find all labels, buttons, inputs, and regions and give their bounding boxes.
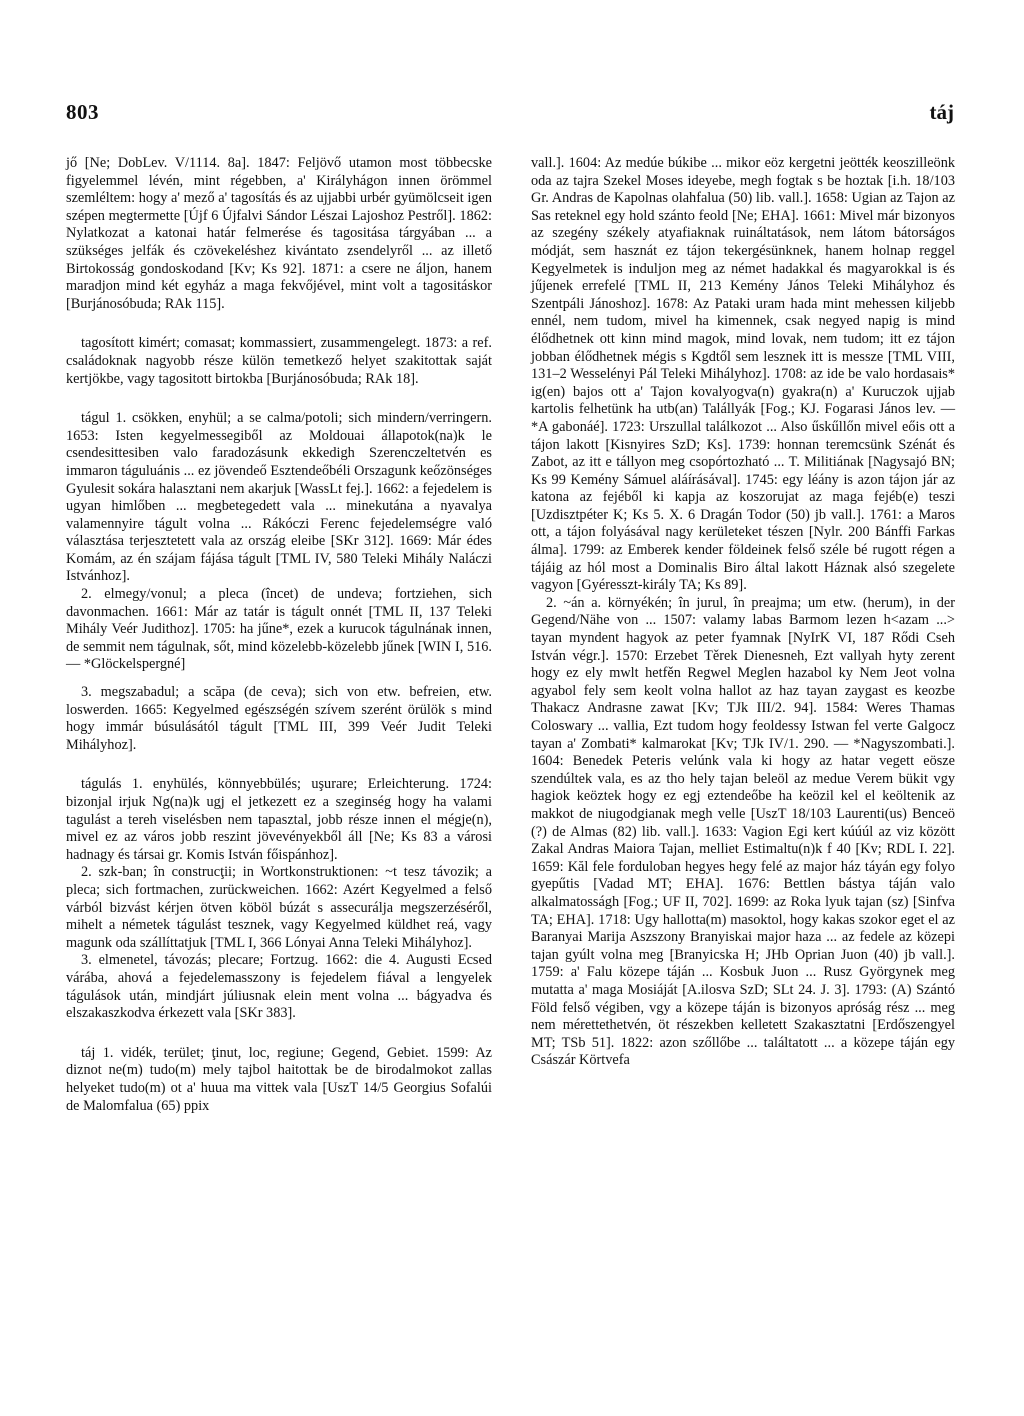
page-number: 803 [66,100,99,124]
sense-3: 3. elmenetel, távozás; plecare; Fortzug. 1662: die 4. Augusti Ecsed várába, ahová a fejedelemasszony is fejedelem fiával a lengyelek tágulások után, mindjárt júliusnak elein ment volna ... bágyadva és elszakaszkodva érkezett vala [SKr 383]. [66,952,492,1022]
entry-taj: táj 1. vidék, terület; ţinut, loc, regiune; Gegend, Gebiet. 1599: Az diznot ne(m) tudo(m) mely tajbol haitottak be de birodalmokot zallas helyeket tudo(m) ot a' huua ma vittek vala [UszT 14/5 Georgius Sofalúi de Malomfalua (65) ppix [66,1044,492,1114]
sense-2: 2. elmegy/vonul; a pleca (încet) de undeva; fortziehen, sich davonmachen. 1661: Már az tatár is tágult onnét [TML II, 137 Teleki Mihály Veér Judithoz]. 1705: ha jűne*, ezek a kurucok tágulnának innen, de semmit nem tágulnak, sőt, mind közelebb-közelebb jűnek [WIN I, 516. — *Glöckelspergné] [66,586,492,673]
left-column [66,155,492,1115]
sense-2: 2. ~án a. környékén; în jurul, în preajma; um etw. (herum), in der Gegend/Nähe von ... 1507: valamy labas Barmom lezen h<azam ...> tayan myndent hagyok az peter fyamnak [NyIrK VI, 187 Rődi Cseh István végr.]. 1570: Erzebet Těrek Dienesneh, Ezt vallyah hyty zerent hogy ez ely mwlt hetfěn Regwel Meglen hazabol ky Nem Jeot volna agyabol fely sem keolt volna hallot az haz tayan zaygast es keozbe Thakacz Andrasne zawat [Kv; TJk III/2. 94]. 1584: Weres Thamas Coloswary ... vallia, Ezt tudom hogy feoldessy Istwan fel verte Galgocz tayan a' Zombati* kalmarokat [Kv; TJk IV/1. 290. — *Nagyszombati.]. 1604: Benedek Peteris velúnk vala ki hogy az hatar vegett eösze szendúltek vala, es az tho hely tajan beleöl az medue Verem bükit vgy hagiok keöztek hogy ez egj eztendeőbe ha keözil kel el keöltenik az makkot de niugodgianak megh velle [UszT 18/103 Laurenti(us) Benceö (?) de Almas (82) lib. vall.]. 1633: Vagion Egi kert kúúúl az viz között Zakal Andras Maiora Tajan, melliet Estimaltu(n)k f 40 [Kv; RDL I. 22]. 1659: Kăl fele forduloban hegyes hegy felé az major ház táyán egy folyo gyepűtis [Vadad MT; EHA]. 1676: Bettlen bástya táján valo alkalmatosságh [Fog.; UF II, 702]. 1699: az Roka lyuk tajan (sz) [Sinfva TA; EHA]. 1718: Ugy hallotta(m) masoktol, hogy kakas szokor eget el az Baranyai Marija Aszszony Branyiskai major haza ... az fedele az közepi tajan gyúlt volna meg [Branyicska H; JHb Oprian Juon (40) jb vall.]. 1759: a' Falu közepe táján ... Kosbuk Juon ... Rusz Györgynek meg mutatta a' maga Mosiáját [A.ilosva SzD; SLt 24. J. 3]. 1793: (A) Szántó Föld felső végiben, vgy a közepe táján is bizonyos apróság rész ... meg nem mérettethetvén, öt részekben kelletett Szakasztatni [Erdőszengyel MT; TSb 51]. 1822: azon szőllőbe ... találtatott ... a közepe táján egy Császár Körtvefa [531,594,955,1069]
sense-2: 2. szk-ban; în construcţii; in Wortkonstruktionen: ~t tesz távozik; a pleca; sich fortmachen, zurückweichen. 1662: Azért Kegyelmed a felső várból bizvást kérjen ötven köböl búzát s assecurálja megszerzéséről, mihelt a németek tágulást tesznek, vagy Kegyelmed küldhet reá, vagy magunk oda szállíttatjuk [TML I, 366 Lónyai Anna Teleki Mihályhoz]. [66,864,492,951]
entry-tagositott: tagosított kimért; comasat; kommassiert, zusammengelegt. 1873: a ref. családoknak nagyobb része külön temetkező helyet szakitottak saját kertjökbe, vagy tagositott birtokba [Burjánosóbuda; RAk 18]. [66,335,492,387]
entry-text: jő [Ne; DobLev. V/1114. 8a]. 1847: Feljövő utamon most többecske figyelemmel lévén, mint régebben, a' Királyhágon innen örömmel szemléltem: hogy a' mező a' tagosítás és az ujjabbi urbér gyümölcseit igen szépen megtermette [Újf 6 Újfalvi Sándor Lészai Lajoshoz Pestről]. 1862: Nylatkozat a katonai határ felmerése és tagositása tárgyában ... a szükséges jelfák és czövekeléshez kivántato zsendelyről ... az illető Birtokosság gondoskodand [Kv; Ks 92]. 1871: a csere ne áljon, hanem maradjon mind két egyház a maga fekvőjével, mint volt a tagositáskor [Burjánosóbuda; RAk 115]. [66,155,492,312]
entry-tagulas: tágulás 1. enyhülés, könnyebbülés; uşurare; Erleichterung. 1724: bizonjal irjuk Ng(na)k ugj el jetkezett ez a szeginség hogy ha valami tagulást a tereh viselésben nem tapasztal, jobb része innen el mégje(n), mivel ez az város jobb reszint jövevényekből áll [Ne; Ks 83 a városi hadnagy és társai gr. Komis István főispánhoz]. [66,776,492,863]
running-headword: táj [929,100,954,124]
entry-text: vall.]. 1604: Az medúe búkibe ... mikor eöz kergetni jeötték keoszilleönk oda az tajra Szekel Moses ideyebe, megh fogtak s be hoztak [i.h. 18/103 Gr. Andras de Kapolnas olahfalua (50) lib. vall.]. 1658: Ugian az Tajon az Sas reteknel egy hold szánto feold [Ne; EHA]. 1661: Mivel már bizonyos az szegény székely atyafiaknak ruináltatások, nem látom bátorságos módját, sem hasznát ez tájon tekergésünknek, hanem holnap reggel Kegyelmetek is induljon meg az német hadakkal és magyarokkal is és jűjenek errefelé [TML II, 213 Kemény János Teleki Mihályhoz és Szentpáli Jánoshoz]. 1678: Az Pataki uram hada mint mehessen kiljebb ennél, nem tudom, mivel ha kimennek, csak negyed napig is mind élődhetnek ott kinn mind magok, mind lovak, nem tudom; itt ez tájon jobban élődhetnek mégis s Kgdtől sem lesznek itt is messze [TML VIII, 131–2 Wesselényi Pál Teleki Mihályhoz]. 1708: az ide be valo hordasais* ig(en) bajos ott a' Tajon kovalyogva(n) gyakra(n) a' Kuruczok ujjab kartolis felhetünk ha utb(an) Talállyák [Fog.; KJ. Fogarasi János lev. — *A gabonáé]. 1723: Urszullal találkozot ... Also űskűllőn mivel eőis ott a tájon lakott [Kisnyires SzD; Ks]. 1739: honnan teremcsünk Szénát és Zabot, az itt e tállyon meg csopórtozható ... T. Militiának [Nagysajó BN; Ks 99 Kemény Sámuel aláírásával]. 1745: egy léány is azon tájon jár az katona az fejéből ki kapja az koszorujat az maga fejéb(e) teszi [Uzdisztpéter K; Ks 5. X. 6 Dragán Todor (50) jb vall.]. 1761: a Maros ott, a tájon folyásával nagy kerületeket tészen [Nylr. 200 Bánffi Farkas álma]. 1799: az Emberek kender földeinek felső széle bé rugott régen a tájáig az hól most a Dominalis Biro által lakott Háznak alsó szegelete vagyon [Gyéresszt-király TA; Ks 89]. [531,155,955,594]
right-column [531,155,955,1070]
sense-3: 3. megszabadul; a scăpa (de ceva); sich von etw. befreien, etw. loswerden. 1665: Kegyelmed egészségén szívem szerént örülök s mind hogy immár búsulásától tágult [TML III, 399 Veér Judit Teleki Mihályhoz]. [66,684,492,753]
entry-tagul: tágul 1. csökken, enyhül; a se calma/potoli; sich mindern/verringern. 1653: Isten kegyelmessegiből az Moldouai állapotok(na)k le csendesittesiben valo faradozásunk ekkedigh Szerenczeltetvén es immaron táguluánis ... ez jövendeő Esztendeőbéli Orszagunk keőzönséges Gyulesit sokára halasztani nem akarjuk [WassLt fej.]. 1662: a fejedelem is ugyan himlőben ... megbetegedett vala ... minekutána a nyavalya valamennyire tágult volna ... Rákóczi Ferenc fejedelemségre való választása terjesztetett vala az ország eleibe [SKr 312]. 1669: Már édes Komám, az én szájam fájása tágult [TML IV, 580 Teleki Mihály Naláczi Istvánhoz]. [66,410,492,585]
